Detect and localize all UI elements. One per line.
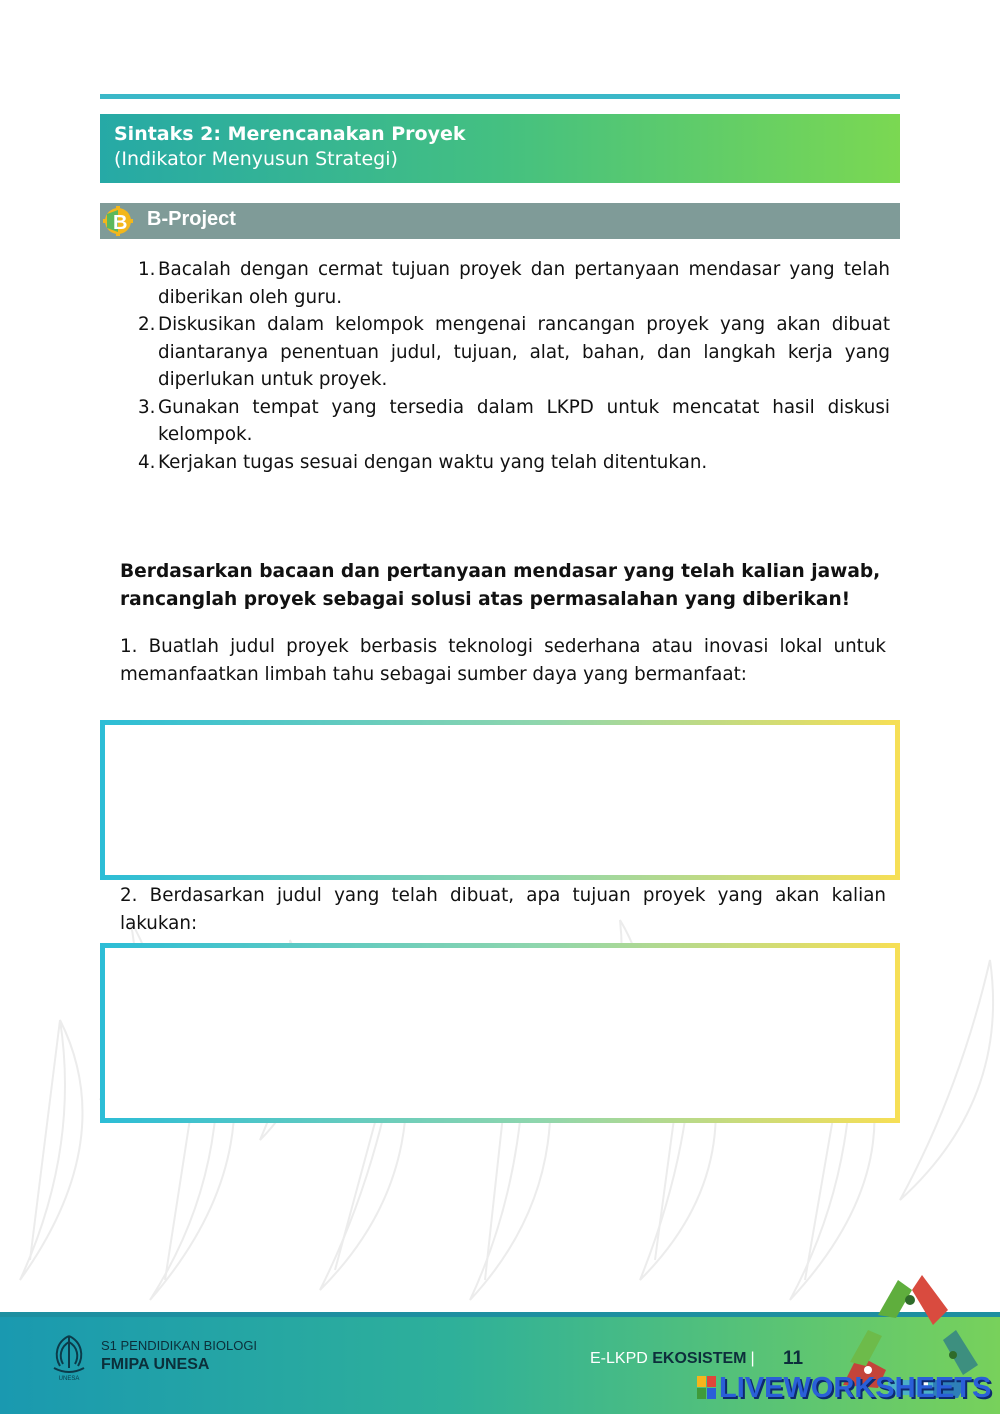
top-rule bbox=[100, 94, 900, 99]
liveworksheets-text: LIVEWORKSHEETS bbox=[719, 1372, 992, 1404]
step-text: Diskusikan dalam kelompok mengenai rancangan proyek yang akan dibuat diantaranya penentuan judul, tujuan, alat, bahan, dan langkah kerja yang diperlukan untuk proyek. bbox=[158, 314, 890, 390]
b-project-label: B-Project bbox=[147, 208, 236, 230]
step-number: 2. bbox=[138, 314, 156, 335]
elkpd-topic: EKOSISTEM bbox=[652, 1350, 747, 1367]
unesa-logo-caption: UNESA bbox=[58, 1376, 80, 1382]
answer-box-1[interactable] bbox=[100, 720, 900, 880]
svg-text:B: B bbox=[113, 212, 128, 234]
step-list bbox=[138, 256, 890, 476]
unesa-logo-icon bbox=[46, 1332, 92, 1382]
sintaks-title: Sintaks 2: Merencanakan Proyek bbox=[114, 123, 466, 145]
separator: | bbox=[750, 1350, 755, 1367]
step-text: Gunakan tempat yang tersedia dalam LKPD untuk mencatat hasil diskusi kelompok. bbox=[158, 396, 890, 445]
step-text: Kerjakan tugas sesuai dengan waktu yang telah ditentukan. bbox=[158, 451, 708, 473]
footer bbox=[0, 1312, 1000, 1414]
step-number: 4. bbox=[138, 451, 156, 473]
liveworksheets-icon bbox=[697, 1376, 717, 1400]
b-project-bar bbox=[100, 203, 900, 239]
b-project-gear-icon bbox=[103, 206, 133, 236]
step-item bbox=[138, 449, 890, 477]
step-item bbox=[138, 311, 890, 394]
sintaks-subtitle: (Indikator Menyusun Strategi) bbox=[114, 148, 398, 170]
elkpd-prefix: E-LKPD bbox=[590, 1350, 648, 1367]
program-name: S1 PENDIDIKAN BIOLOGI bbox=[101, 1338, 258, 1353]
question-1: 1. Buatlah judul proyek berbasis teknologi sederhana atau inovasi lokal untuk memanfaatkan limbah tahu sebagai sumber daya yang bermanfaat: bbox=[120, 636, 886, 685]
sintaks-banner bbox=[100, 114, 900, 183]
question-2: 2. Berdasarkan judul yang telah dibuat, apa tujuan proyek yang akan kalian lakukan: bbox=[120, 885, 886, 934]
step-number: 1. bbox=[138, 259, 156, 280]
instruction-text: Berdasarkan bacaan dan pertanyaan mendasar yang telah kalian jawab, rancanglah proyek sebagai solusi atas permasalahan yang diberikan! bbox=[120, 561, 881, 610]
step-item bbox=[138, 256, 890, 311]
answer-box-2[interactable] bbox=[100, 943, 900, 1123]
elkpd-title bbox=[590, 1350, 759, 1368]
page-number: 11 bbox=[783, 1348, 804, 1369]
step-text: Bacalah dengan cermat tujuan proyek dan pertanyaan mendasar yang telah diberikan oleh guru. bbox=[158, 259, 890, 308]
faculty-name: FMIPA UNESA bbox=[101, 1356, 210, 1373]
step-item bbox=[138, 394, 890, 449]
step-number: 3. bbox=[138, 396, 156, 418]
